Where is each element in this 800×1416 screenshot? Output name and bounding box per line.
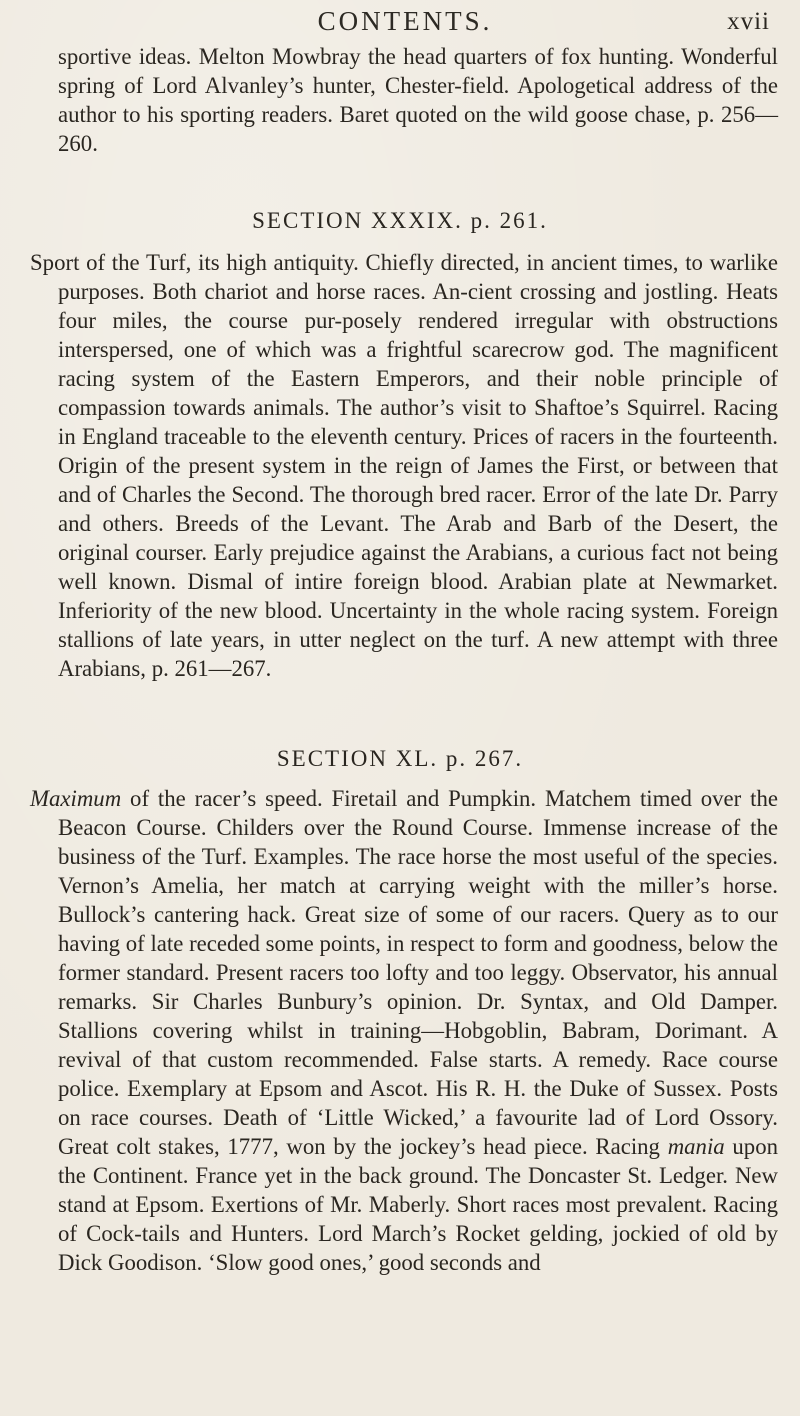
section-heading-xl: SECTION XL. p. 267. [276, 746, 524, 771]
section-heading-xxxix: SECTION XXXIX. p. 261. [252, 208, 548, 233]
section-xl-text: of the racer’s speed. Firetail and Pumpkin. Matchem timed over the Beacon Course. Childers over the Round Course. Immense increase of the business of the Turf. Examples. The race horse the most useful of the species. Vernon’s Amelia, her match at carrying weight with the miller’s horse. Bullock’s cantering hack. Great size of some of our racers. Query as to our having of late receded some points, in respect to form and goodness, below the former standard. Present racers too lofty and too leggy. Observator, his annual remarks. Sir Charles Bunbury’s opinion. Dr. Syntax, and Old Damper. Stallions covering whilst in training—Hobgoblin, Babram, Dorimant. A revival of that custom recommended. False starts. A remedy. Race course police. Exemplary at Epsom and Ascot. His R. H. the Duke of Sussex. Posts on race courses. Death of ‘Little Wicked,’ a favourite lad of Lord Ossory. Great colt stakes, 1777, won by the jockey’s head piece. Racing [58, 786, 778, 1159]
running-title: CONTENTS. [317, 6, 493, 36]
section-xxxix-first-word: Sport [30, 250, 80, 275]
page-number: xvii [727, 8, 770, 35]
section-xl-italic-phrase: mania [667, 1134, 725, 1159]
section-xl-first-word: Maximum [30, 786, 122, 811]
section-xxxix-summary [30, 248, 778, 683]
section-xl-summary-block [30, 784, 778, 1277]
continued-paragraph: sportive ideas. Melton Mowbray the head quarters of fox hunting. Wonderful spring of Lord Alvanley’s hunter, Chester-field. Apologetical address of the author to his sporting readers. Baret quoted on the wild goose chase, p. 256—260. [58, 44, 778, 156]
section-xl-summary [30, 784, 778, 1277]
section-xxxix-text: of the Turf, its high antiquity. Chiefly directed, in ancient times, to warlike purposes. Both chariot and horse races. An-cient crossing and jostling. Heats four miles, the course pur-posely rendered irregular with obstructions interspersed, one of which was a frightful scarecrow god. The magnificent racing system of the Eastern Emperors, and their noble principle of compassion towards animals. The author’s visit to Shaftoe’s Squirrel. Racing in England traceable to the eleventh century. Prices of racers in the fourteenth. Origin of the present system in the reign of James the First, or between that and of Charles the Second. The thorough bred racer. Error of the late Dr. Parry and others. Breeds of the Levant. The Arab and Barb of the Desert, the original courser. Early prejudice against the Arabians, a curious fact not being well known. Dismal of intire foreign blood. Arabian plate at Newmarket. Inferiority of the new blood. Uncertainty in the whole racing system. Foreign stallions of late years, in utter neglect on the turf. A new attempt with three Arabians, p. 261—267. [58, 250, 778, 681]
section-xxxix-summary-block [30, 248, 778, 683]
running-head [40, 6, 770, 46]
section-xl-text-after: upon the Continent. France yet in the back ground. The Doncaster St. Ledger. New stand at Epsom. Exertions of Mr. Maberly. Short races most prevalent. Racing of Cock-tails and Hunters. Lord March’s Rocket gelding, jockied of old by Dick Goodison. ‘Slow good ones,’ good seconds and [58, 1134, 778, 1275]
continued-paragraph-block [30, 42, 778, 158]
